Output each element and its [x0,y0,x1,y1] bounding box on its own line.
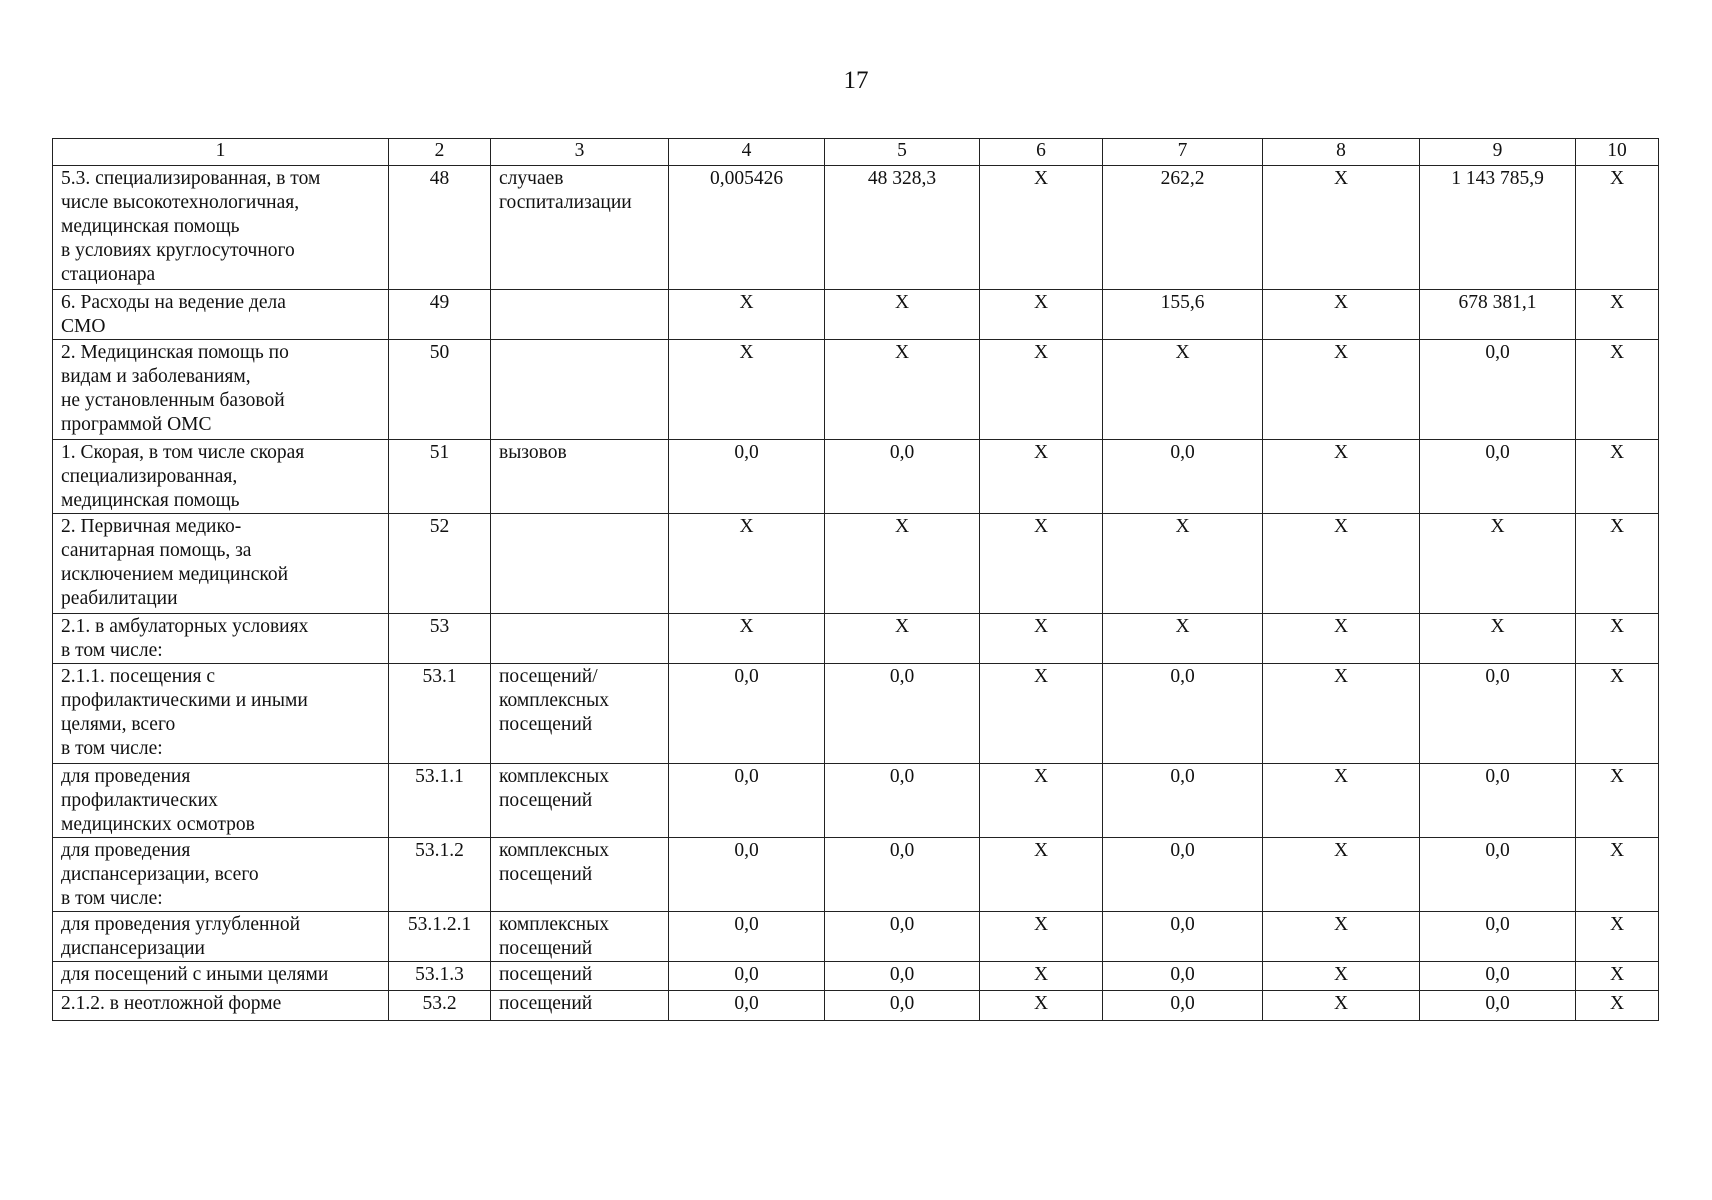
cell-col9: X [1420,614,1576,664]
column-header-7: 7 [1103,139,1263,166]
cell-unit: случаев госпитализации [491,166,669,290]
cell-col9: X [1420,514,1576,614]
cell-col9: 0,0 [1420,912,1576,962]
cell-col6: X [980,440,1103,514]
column-header-8: 8 [1263,139,1420,166]
cell-col4: 0,0 [669,440,825,514]
cell-col6: X [980,838,1103,912]
cell-name: 1. Скорая, в том числе скорая специализированная, медицинская помощь [53,440,389,514]
cell-unit: комплексных посещений [491,838,669,912]
column-header-4: 4 [669,139,825,166]
cell-col9: 0,0 [1420,962,1576,991]
cell-col7: 262,2 [1103,166,1263,290]
cell-code: 53.1.2 [389,838,491,912]
cell-name: 5.3. специализированная, в том числе высокотехнологичная, медицинская помощь в условиях круглосуточного стационара [53,166,389,290]
cell-col7: 0,0 [1103,440,1263,514]
table-row [53,166,1659,290]
cell-col8: X [1263,664,1420,764]
table-row [53,440,1659,514]
cell-col4: 0,0 [669,664,825,764]
cell-col6: X [980,290,1103,340]
column-header-9: 9 [1420,139,1576,166]
cell-code: 53.1.2.1 [389,912,491,962]
cell-col6: X [980,664,1103,764]
cell-unit [491,340,669,440]
cell-col4: 0,0 [669,991,825,1021]
cell-col4: 0,005426 [669,166,825,290]
cell-col5: 0,0 [825,664,980,764]
cell-name: для проведения углубленной диспансеризации [53,912,389,962]
cell-unit: посещений [491,962,669,991]
cell-col7: 0,0 [1103,962,1263,991]
cell-col9: 0,0 [1420,340,1576,440]
cell-unit [491,514,669,614]
cell-name: для посещений с иными целями [53,962,389,991]
column-header-6: 6 [980,139,1103,166]
cell-name: 2. Первичная медико- санитарная помощь, за исключением медицинской реабилитации [53,514,389,614]
cell-col4: 0,0 [669,912,825,962]
cell-col4: 0,0 [669,838,825,912]
cell-col8: X [1263,838,1420,912]
cell-code: 48 [389,166,491,290]
cell-col9: 678 381,1 [1420,290,1576,340]
cell-col5: X [825,614,980,664]
cell-col10: X [1576,991,1659,1021]
cell-name: 6. Расходы на ведение дела СМО [53,290,389,340]
cell-col9: 0,0 [1420,764,1576,838]
cell-col9: 0,0 [1420,838,1576,912]
cell-col7: 155,6 [1103,290,1263,340]
table-row [53,912,1659,962]
cell-col4: X [669,614,825,664]
cell-unit: посещений [491,991,669,1021]
cell-col5: X [825,290,980,340]
cell-col8: X [1263,290,1420,340]
cell-col10: X [1576,440,1659,514]
cell-col9: 0,0 [1420,991,1576,1021]
table-header-row [53,139,1659,166]
cell-col6: X [980,912,1103,962]
cell-name: 2.1. в амбулаторных условиях в том числе: [53,614,389,664]
cell-col6: X [980,514,1103,614]
cell-unit: комплексных посещений [491,912,669,962]
cell-code: 52 [389,514,491,614]
cell-col6: X [980,764,1103,838]
data-table [52,138,1659,1021]
cell-col8: X [1263,614,1420,664]
cell-col8: X [1263,514,1420,614]
cell-col6: X [980,340,1103,440]
column-header-2: 2 [389,139,491,166]
cell-col8: X [1263,440,1420,514]
cell-code: 53 [389,614,491,664]
cell-col8: X [1263,962,1420,991]
cell-col4: X [669,514,825,614]
cell-code: 51 [389,440,491,514]
cell-col10: X [1576,340,1659,440]
cell-code: 53.1.1 [389,764,491,838]
cell-unit: комплексных посещений [491,764,669,838]
cell-col10: X [1576,290,1659,340]
table-row [53,962,1659,991]
cell-col4: 0,0 [669,764,825,838]
cell-col5: 0,0 [825,912,980,962]
cell-col6: X [980,962,1103,991]
cell-col5: X [825,514,980,614]
cell-col8: X [1263,340,1420,440]
cell-code: 49 [389,290,491,340]
cell-unit: посещений/ комплексных посещений [491,664,669,764]
cell-col10: X [1576,166,1659,290]
cell-col6: X [980,991,1103,1021]
cell-col9: 1 143 785,9 [1420,166,1576,290]
cell-col10: X [1576,514,1659,614]
cell-col10: X [1576,912,1659,962]
cell-col9: 0,0 [1420,440,1576,514]
cell-col5: 0,0 [825,838,980,912]
cell-code: 53.1 [389,664,491,764]
cell-col7: 0,0 [1103,764,1263,838]
cell-col5: 0,0 [825,991,980,1021]
cell-col7: 0,0 [1103,991,1263,1021]
table-row [53,664,1659,764]
cell-col7: 0,0 [1103,664,1263,764]
cell-unit [491,614,669,664]
column-header-5: 5 [825,139,980,166]
cell-code: 53.1.3 [389,962,491,991]
cell-col9: 0,0 [1420,664,1576,764]
cell-name: 2. Медицинская помощь по видам и заболеваниям, не установленным базовой программой ОМС [53,340,389,440]
cell-col5: 0,0 [825,764,980,838]
cell-col7: X [1103,340,1263,440]
cell-col6: X [980,166,1103,290]
cell-col7: X [1103,514,1263,614]
table-row [53,614,1659,664]
cell-col5: 0,0 [825,440,980,514]
cell-col10: X [1576,664,1659,764]
cell-name: 2.1.1. посещения с профилактическими и иными целями, всего в том числе: [53,664,389,764]
cell-col8: X [1263,764,1420,838]
cell-col8: X [1263,166,1420,290]
cell-col10: X [1576,962,1659,991]
table-row [53,991,1659,1021]
cell-col10: X [1576,838,1659,912]
cell-col4: 0,0 [669,962,825,991]
column-header-1: 1 [53,139,389,166]
cell-name: 2.1.2. в неотложной форме [53,991,389,1021]
cell-col10: X [1576,764,1659,838]
cell-col5: X [825,340,980,440]
cell-name: для проведения профилактических медицинских осмотров [53,764,389,838]
column-header-3: 3 [491,139,669,166]
cell-code: 53.2 [389,991,491,1021]
table-row [53,290,1659,340]
cell-code: 50 [389,340,491,440]
cell-unit: вызовов [491,440,669,514]
cell-col4: X [669,290,825,340]
page-number: 17 [843,67,869,94]
cell-col8: X [1263,991,1420,1021]
table-row [53,838,1659,912]
table-row [53,764,1659,838]
cell-col8: X [1263,912,1420,962]
cell-col5: 0,0 [825,962,980,991]
table-row [53,340,1659,440]
column-header-10: 10 [1576,139,1659,166]
cell-name: для проведения диспансеризации, всего в том числе: [53,838,389,912]
cell-col7: X [1103,614,1263,664]
cell-col6: X [980,614,1103,664]
cell-col5: 48 328,3 [825,166,980,290]
cell-unit [491,290,669,340]
cell-col4: X [669,340,825,440]
cell-col7: 0,0 [1103,912,1263,962]
table-row [53,514,1659,614]
cell-col7: 0,0 [1103,838,1263,912]
cell-col10: X [1576,614,1659,664]
